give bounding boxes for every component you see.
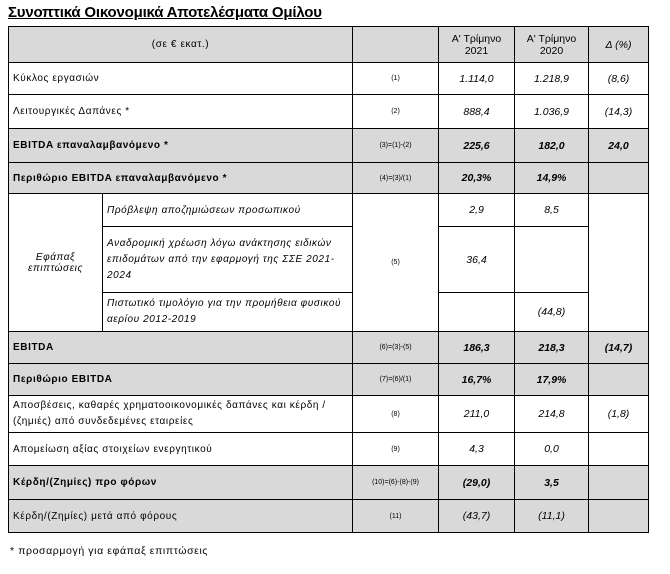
- row-note: (3)=(1)-(2): [353, 129, 439, 163]
- one-offs-delta: [589, 194, 649, 332]
- value-2021: [439, 293, 515, 332]
- oneoff-label: Πιστωτικό τιμολόγιο για την προμήθεια φυσικού αερίου 2012-2019: [103, 293, 353, 332]
- value-2021: 36,4: [439, 227, 515, 293]
- value-2021: 1.114,0: [439, 63, 515, 95]
- value-2021: 225,6: [439, 129, 515, 163]
- value-delta: 24,0: [589, 129, 649, 163]
- value-2020: [515, 227, 589, 293]
- row-note: (2): [353, 95, 439, 129]
- value-2020: (44,8): [515, 293, 589, 332]
- value-2020: 218,3: [515, 332, 589, 364]
- header-note-cell: [353, 27, 439, 63]
- one-offs-group-label: Εφάπαξ επιπτώσεις: [9, 194, 103, 332]
- value-2020: 1.218,9: [515, 63, 589, 95]
- row-opex: [9, 95, 649, 129]
- value-delta: (14,3): [589, 95, 649, 129]
- row-impairment: [9, 433, 649, 466]
- value-2021: (43,7): [439, 500, 515, 533]
- row-margin: [9, 364, 649, 396]
- row-profit-before-tax: [9, 466, 649, 500]
- row-margin-recurring: [9, 163, 649, 194]
- header-2020-line2: 2020: [539, 44, 564, 57]
- value-2021: (29,0): [439, 466, 515, 500]
- row-note: (8): [353, 396, 439, 433]
- header-2020: [515, 27, 589, 63]
- financial-results-table: [8, 26, 649, 533]
- report-title: Συνοπτικά Οικονομικά Αποτελέσματα Ομίλου: [8, 4, 322, 21]
- value-2020: 0,0: [515, 433, 589, 466]
- value-delta: [589, 433, 649, 466]
- value-2021: 211,0: [439, 396, 515, 433]
- row-label: Κέρδη/(Ζημίες) μετά από φόρους: [9, 500, 353, 533]
- row-note: (11): [353, 500, 439, 533]
- value-2021: 888,4: [439, 95, 515, 129]
- row-note: (7)=(6)/(1): [353, 364, 439, 396]
- row-note: (1): [353, 63, 439, 95]
- row-profit-after-tax: [9, 500, 649, 533]
- units-label: (σε € εκατ.): [9, 27, 353, 63]
- value-2020: 182,0: [515, 129, 589, 163]
- row-label: EBITDA επαναλαμβανόμενο *: [9, 129, 353, 163]
- row-label: Περιθώριο EBITDA επαναλαμβανόμενο *: [9, 163, 353, 194]
- row-label: Περιθώριο EBITDA: [9, 364, 353, 396]
- value-2020: 8,5: [515, 194, 589, 227]
- value-2021: 2,9: [439, 194, 515, 227]
- oneoff-label: Πρόβλεψη αποζημιώσεων προσωπικού: [103, 194, 353, 227]
- value-2021: 186,3: [439, 332, 515, 364]
- row-depreciation: [9, 396, 649, 433]
- oneoff-label: Αναδρομική χρέωση λόγω ανάκτησης ειδικών επιδομάτων από την εφαρμογή της ΣΣΕ 2021-2024: [103, 227, 353, 293]
- value-2020: 3,5: [515, 466, 589, 500]
- row-ebitda: [9, 332, 649, 364]
- value-delta: (8,6): [589, 63, 649, 95]
- row-note: (9): [353, 433, 439, 466]
- row-ebitda-recurring: [9, 129, 649, 163]
- row-note: (4)=(3)/(1): [353, 163, 439, 194]
- value-delta: [589, 466, 649, 500]
- value-2021: 16,7%: [439, 364, 515, 396]
- header-2021-line2: 2021: [464, 44, 489, 57]
- row-label: Λειτουργικές Δαπάνες *: [9, 95, 353, 129]
- header-2020-line1: Α' Τρίμηνο: [526, 32, 577, 45]
- row-note: (10)=(6)-(8)-(9): [353, 466, 439, 500]
- value-delta: [589, 500, 649, 533]
- header-delta: Δ (%): [589, 27, 649, 63]
- value-delta: (14,7): [589, 332, 649, 364]
- value-2020: 1.036,9: [515, 95, 589, 129]
- value-delta: [589, 163, 649, 194]
- one-offs-note: (5): [353, 194, 439, 332]
- value-2020: (11,1): [515, 500, 589, 533]
- value-2021: 4,3: [439, 433, 515, 466]
- value-2020: 17,9%: [515, 364, 589, 396]
- row-label: Κέρδη/(Ζημίες) προ φόρων: [9, 466, 353, 500]
- header-2021: [439, 27, 515, 63]
- row-oneoff-1: [9, 194, 649, 227]
- row-label: Αποσβέσεις, καθαρές χρηματοοικονομικές δαπάνες και κέρδη / (ζημιές) από συνδεδεμένες εταιρείες: [9, 396, 353, 433]
- footnote: * προσαρμογή για εφάπαξ επιπτώσεις: [10, 545, 209, 557]
- value-delta: (1,8): [589, 396, 649, 433]
- row-label: EBITDA: [9, 332, 353, 364]
- value-2020: 214,8: [515, 396, 589, 433]
- value-2020: 14,9%: [515, 163, 589, 194]
- header-2021-line1: Α' Τρίμηνο: [451, 32, 502, 45]
- header-row: [9, 27, 649, 63]
- value-2021: 20,3%: [439, 163, 515, 194]
- row-oneoff-2: [9, 227, 649, 293]
- row-revenue: [9, 63, 649, 95]
- row-label: Κύκλος εργασιών: [9, 63, 353, 95]
- row-oneoff-3: [9, 293, 649, 332]
- value-delta: [589, 364, 649, 396]
- row-note: (6)=(3)-(5): [353, 332, 439, 364]
- row-label: Απομείωση αξίας στοιχείων ενεργητικού: [9, 433, 353, 466]
